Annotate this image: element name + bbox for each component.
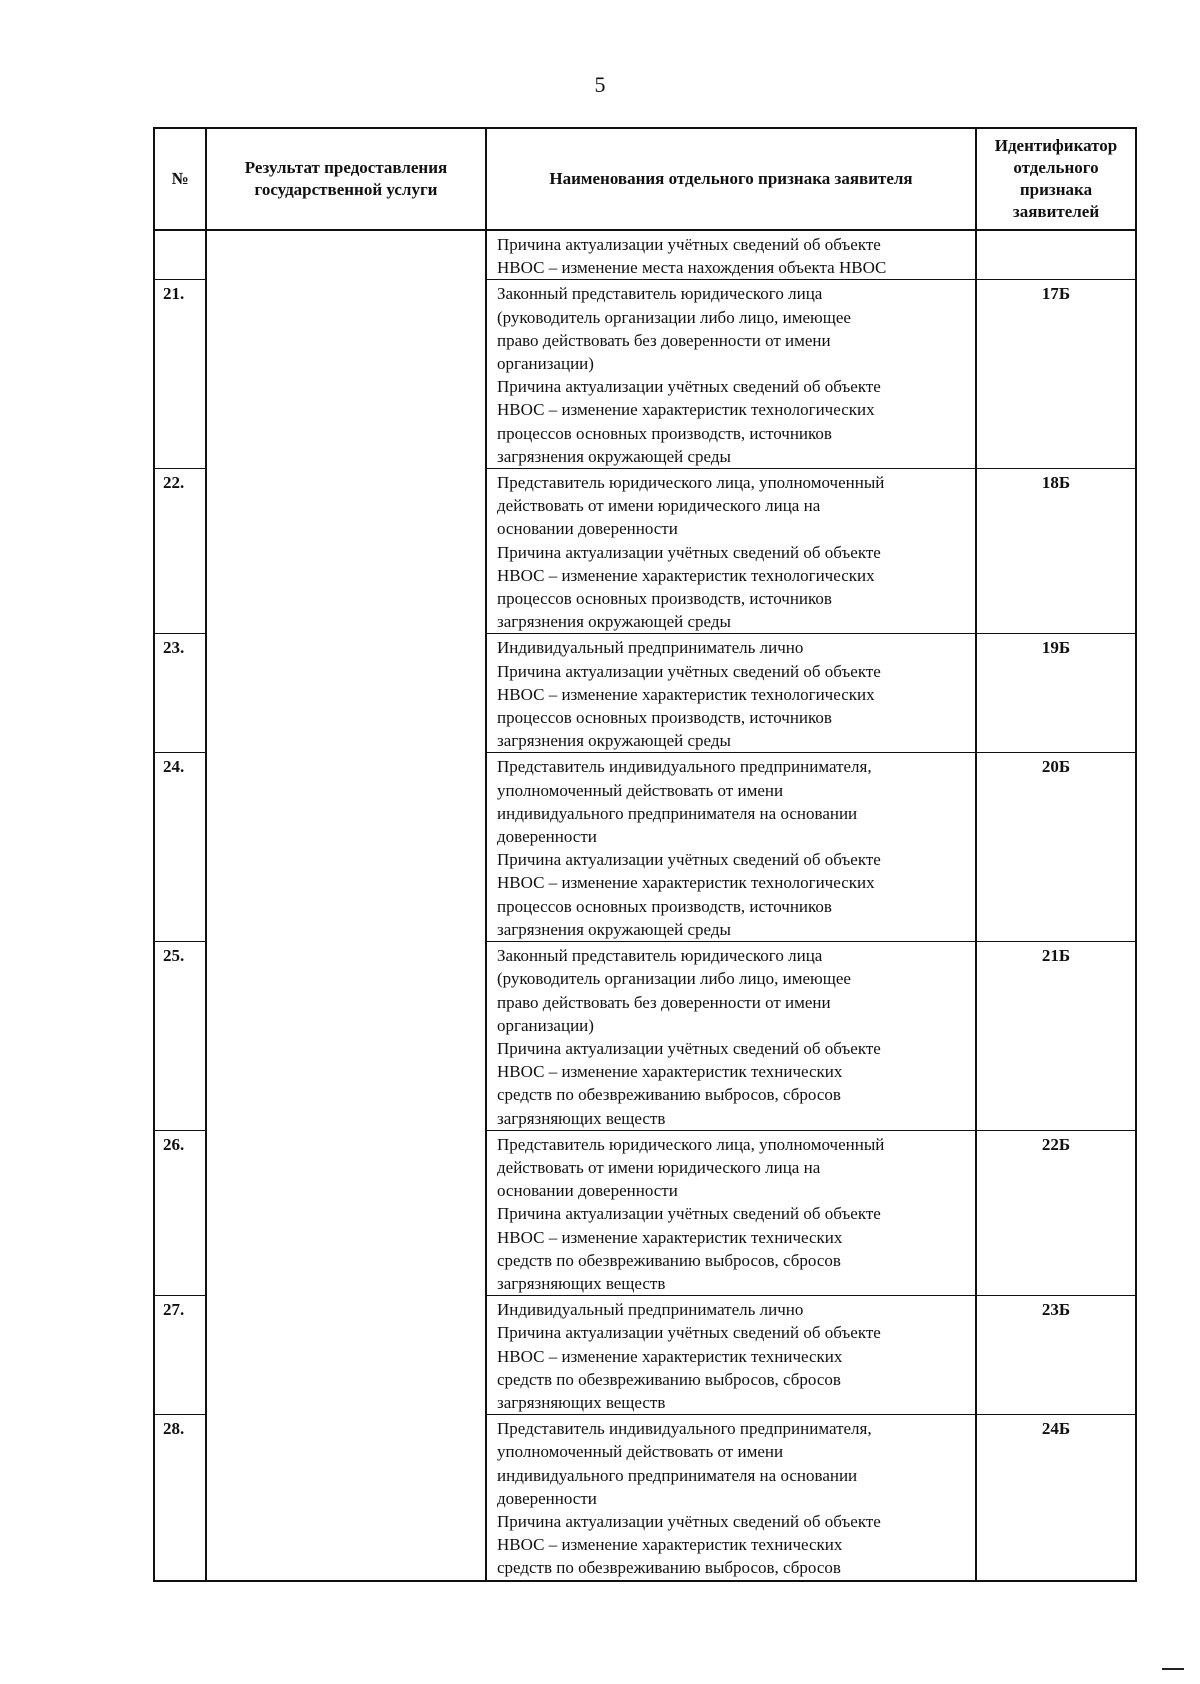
feature-name-line: средств по обезвреживанию выбросов, сбросов bbox=[497, 1250, 841, 1270]
feature-name-line: загрязнения окружающей среды bbox=[497, 446, 731, 466]
feature-name-line: процессов основных производств, источников bbox=[497, 423, 832, 443]
feature-name-line: загрязнения окружающей среды bbox=[497, 612, 731, 632]
row-number: 21. bbox=[154, 280, 206, 469]
feature-id-cell: 19Б bbox=[976, 634, 1136, 753]
feature-name-line: НВОС – изменение характеристик технических bbox=[497, 1346, 843, 1366]
feature-name-line: процессов основных производств, источников bbox=[497, 589, 832, 609]
feature-name-line: средств по обезвреживанию выбросов, сбросов bbox=[497, 1085, 841, 1105]
feature-id-cell: 24Б bbox=[976, 1415, 1136, 1581]
feature-id-cell: 21Б bbox=[976, 942, 1136, 1131]
header-service-result-line: государственной услуги bbox=[254, 180, 438, 199]
feature-name-line: основании доверенности bbox=[497, 519, 678, 539]
margin-dash bbox=[1162, 1668, 1184, 1670]
feature-name-cell bbox=[486, 280, 976, 469]
service-result-cell bbox=[206, 230, 486, 1581]
feature-name-line: Законный представитель юридического лица bbox=[497, 946, 823, 966]
feature-name-line: Индивидуальный предприниматель лично bbox=[497, 638, 804, 658]
header-feature-id-line: Идентификатор bbox=[994, 136, 1118, 155]
feature-name-line: Законный представитель юридического лица bbox=[497, 284, 823, 304]
feature-name-line: средств по обезвреживанию выбросов, сбросов bbox=[497, 1558, 841, 1578]
feature-name-line: Представитель индивидуального предпринимателя, bbox=[497, 757, 872, 777]
applicant-features-table bbox=[153, 127, 1137, 1582]
feature-name-line: Причина актуализации учётных сведений об объекте bbox=[497, 542, 881, 562]
feature-name-line: Представитель юридического лица, уполномоченный bbox=[497, 1134, 885, 1154]
feature-name-line: НВОС – изменение характеристик технологических bbox=[497, 684, 875, 704]
row-number: 24. bbox=[154, 753, 206, 942]
row-number bbox=[154, 230, 206, 280]
row-number: 28. bbox=[154, 1415, 206, 1581]
feature-name-line: НВОС – изменение характеристик технических bbox=[497, 1535, 843, 1555]
feature-name-line: индивидуального предпринимателя на основании bbox=[497, 1465, 858, 1485]
feature-name-line: (руководитель организации либо лицо, имеющее bbox=[497, 307, 851, 327]
row-number: 23. bbox=[154, 634, 206, 753]
feature-name-line: загрязняющих веществ bbox=[497, 1273, 666, 1293]
feature-name-line: право действовать без доверенности от имени bbox=[497, 330, 831, 350]
table-header-row bbox=[154, 128, 1136, 230]
feature-name-line: Причина актуализации учётных сведений об объекте bbox=[497, 1038, 881, 1058]
feature-id-cell: 22Б bbox=[976, 1130, 1136, 1295]
feature-name-line: средств по обезвреживанию выбросов, сбросов bbox=[497, 1369, 841, 1389]
feature-id-cell: 18Б bbox=[976, 469, 1136, 634]
feature-id-cell bbox=[976, 230, 1136, 280]
feature-name-cell bbox=[486, 1296, 976, 1415]
table-row bbox=[154, 230, 1136, 280]
feature-name-line: НВОС – изменение характеристик технологических bbox=[497, 400, 875, 420]
feature-name-line: загрязняющих веществ bbox=[497, 1392, 666, 1412]
feature-name-cell bbox=[486, 469, 976, 634]
feature-name-line: Причина актуализации учётных сведений об объекте bbox=[497, 1204, 881, 1224]
row-number: 26. bbox=[154, 1130, 206, 1295]
feature-name-cell bbox=[486, 634, 976, 753]
feature-name-line: НВОС – изменение места нахождения объекта НВОС bbox=[497, 258, 887, 278]
feature-id-cell: 17Б bbox=[976, 280, 1136, 469]
header-feature-id-line: признака bbox=[1019, 180, 1093, 199]
row-number: 27. bbox=[154, 1296, 206, 1415]
feature-name-line: (руководитель организации либо лицо, имеющее bbox=[497, 969, 851, 989]
header-feature-id bbox=[976, 128, 1136, 230]
feature-name-line: действовать от имени юридического лица на bbox=[497, 1157, 821, 1177]
feature-name-line: НВОС – изменение характеристик технологических bbox=[497, 565, 875, 585]
feature-name-line: индивидуального предпринимателя на основании bbox=[497, 803, 858, 823]
feature-name-line: доверенности bbox=[497, 1488, 597, 1508]
feature-name-line: Причина актуализации учётных сведений об объекте bbox=[497, 850, 881, 870]
feature-name-line: Причина актуализации учётных сведений об объекте bbox=[497, 1511, 881, 1531]
header-feature-name: Наименования отдельного признака заявителя bbox=[486, 128, 976, 230]
row-number: 22. bbox=[154, 469, 206, 634]
table-body bbox=[154, 230, 1136, 1581]
feature-name-line: организации) bbox=[497, 1015, 594, 1035]
feature-name-line: Представитель юридического лица, уполномоченный bbox=[497, 473, 885, 493]
feature-id-cell: 20Б bbox=[976, 753, 1136, 942]
feature-name-cell bbox=[486, 1415, 976, 1581]
feature-name-line: Индивидуальный предприниматель лично bbox=[497, 1300, 804, 1320]
header-service-result-line: Результат предоставления bbox=[244, 158, 448, 177]
feature-name-line: Причина актуализации учётных сведений об объекте bbox=[497, 661, 881, 681]
feature-name-line: уполномоченный действовать от имени bbox=[497, 1442, 784, 1462]
feature-name-line: доверенности bbox=[497, 827, 597, 847]
feature-name-line: НВОС – изменение характеристик технических bbox=[497, 1062, 843, 1082]
feature-id-cell: 23Б bbox=[976, 1296, 1136, 1415]
header-service-result bbox=[206, 128, 486, 230]
feature-name-line: действовать от имени юридического лица на bbox=[497, 496, 821, 516]
feature-name-line: НВОС – изменение характеристик технологических bbox=[497, 873, 875, 893]
feature-name-line: загрязнения окружающей среды bbox=[497, 919, 731, 939]
feature-name-line: загрязнения окружающей среды bbox=[497, 731, 731, 751]
feature-name-line: Причина актуализации учётных сведений об объекте bbox=[497, 377, 881, 397]
feature-name-line: уполномоченный действовать от имени bbox=[497, 780, 784, 800]
header-number: № bbox=[154, 128, 206, 230]
feature-name-line: Причина актуализации учётных сведений об объекте bbox=[497, 235, 881, 254]
feature-name-cell bbox=[486, 1130, 976, 1295]
feature-name-line: организации) bbox=[497, 354, 594, 374]
feature-name-line: загрязняющих веществ bbox=[497, 1108, 666, 1128]
feature-name-line: право действовать без доверенности от имени bbox=[497, 992, 831, 1012]
feature-name-line: процессов основных производств, источников bbox=[497, 896, 832, 916]
feature-name-cell bbox=[486, 230, 976, 280]
row-number: 25. bbox=[154, 942, 206, 1131]
feature-name-cell bbox=[486, 942, 976, 1131]
header-feature-id-line: заявителей bbox=[1012, 202, 1100, 221]
feature-name-line: основании доверенности bbox=[497, 1181, 678, 1201]
feature-name-line: НВОС – изменение характеристик технических bbox=[497, 1227, 843, 1247]
page-number: 5 bbox=[594, 72, 606, 97]
feature-name-line: процессов основных производств, источников bbox=[497, 708, 832, 728]
feature-name-cell bbox=[486, 753, 976, 942]
feature-name-line: Представитель индивидуального предпринимателя, bbox=[497, 1419, 872, 1439]
feature-name-line: Причина актуализации учётных сведений об объекте bbox=[497, 1323, 881, 1343]
header-feature-id-line: отдельного bbox=[1013, 158, 1099, 177]
